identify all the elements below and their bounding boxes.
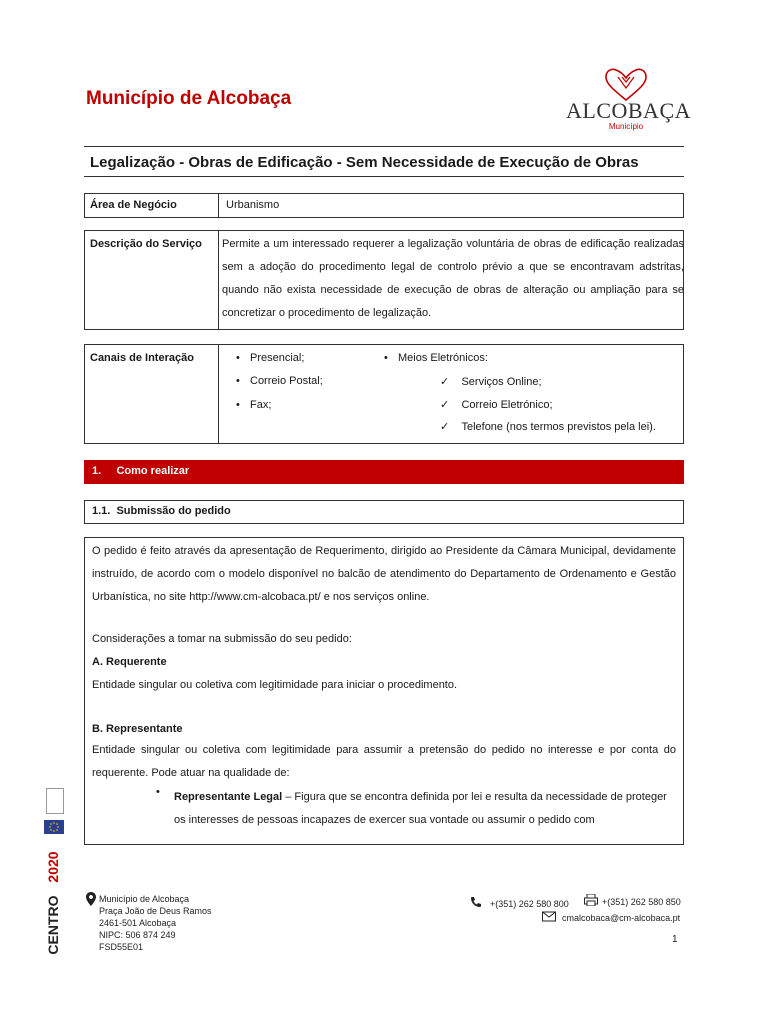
document-title: Legalização - Obras de Edificação - Sem Necessidade de Execução de Obras	[90, 154, 639, 171]
municipality-title: Município de Alcobaça	[86, 88, 292, 109]
electronic-channel-item: ✓ Serviços Online;	[440, 376, 542, 388]
footer-fax: +(351) 262 580 850	[602, 897, 681, 907]
representante-text: Entidade singular ou coletiva com legitimidade para assumir a pretensão do pedido no interesse e por conta do requerente. Pode atuar na qualidade de:	[92, 744, 676, 779]
requerente-heading: A. Requerente	[92, 656, 167, 668]
logo-subtitle: Município	[608, 122, 644, 131]
check-icon: ✓	[440, 421, 450, 433]
page-number: 1	[672, 934, 678, 945]
eu-flag-icon	[44, 820, 64, 834]
intro-paragraph: O pedido é feito através da apresentação de Requerimento, dirigido ao Presidente da Câmara Municipal, devidamente instruído, de acordo com o modelo disponível no balcão de atendimento do Departamento de Ordenamento e Gestão Urbanística, no site http://www.cm-alcobaca.pt/ e nos serviços online.	[92, 545, 676, 603]
footer-address: Município de Alcobaça Praça João de Deus Ramos 2461-501 Alcobaça NIPC: 506 874 249 FSD55E01	[99, 894, 212, 952]
check-icon: ✓	[440, 376, 450, 388]
section-heading-como-realizar: 1. Como realizar	[84, 460, 684, 484]
requerente-text: Entidade singular ou coletiva com legitimidade para iniciar o procedimento.	[92, 679, 458, 691]
alcobaca-logo	[566, 68, 692, 132]
service-label: Descrição do Serviço	[90, 238, 202, 250]
portugal-2020-logo: 2020	[45, 851, 61, 883]
footer-email[interactable]: cmalcobaca@cm-alcobaca.pt	[562, 913, 681, 923]
service-description: Permite a um interessado requerer a legalização voluntária de obras de edificação realizadas sem a adoção do procedimento legal de controlo prévio a que se encontravam adstritas, quando não exista necessidade de execução de obras de alteração ou ampliação para se concretizar o procedimento de legalização.	[222, 238, 684, 319]
representante-heading: B. Representante	[92, 723, 183, 735]
channels-divider	[218, 344, 219, 444]
considerations-text: Considerações a tomar na submissão do seu pedido:	[92, 633, 352, 645]
channels-label: Canais de Interação	[90, 352, 194, 364]
centro-logo: CENTRO	[45, 895, 61, 955]
area-divider	[218, 193, 219, 218]
title-top-rule	[84, 146, 684, 147]
area-label: Área de Negócio	[90, 199, 177, 211]
representante-legal-item: Representante Legal – Figura que se encontra definida por lei e resulta da necessidade de proteger os interesses de pessoas incapazes de exercer sua vontade ou assumir o pedido com	[174, 791, 667, 826]
check-icon: ✓	[440, 399, 450, 411]
phone-icon	[470, 896, 482, 911]
bullet-icon: •	[156, 786, 160, 798]
location-pin-icon	[86, 892, 96, 909]
title-bottom-rule	[84, 176, 684, 177]
service-divider	[218, 230, 219, 330]
footer-phone: +(351) 262 580 800	[490, 899, 569, 909]
fax-icon	[584, 894, 598, 909]
channel-item: • Fax;	[236, 399, 272, 411]
email-icon	[542, 910, 556, 925]
funding-logos	[38, 770, 68, 960]
subsection-heading: 1.1. Submissão do pedido	[92, 505, 231, 517]
electronic-channels-heading: • Meios Eletrónicos:	[384, 352, 488, 364]
compete-logo-icon	[46, 788, 64, 814]
heart-logo-icon	[566, 68, 686, 102]
area-value: Urbanismo	[226, 199, 280, 211]
electronic-channel-item: ✓ Correio Eletrónico;	[440, 399, 553, 411]
electronic-channel-item: ✓ Telefone (nos termos previstos pela lei).	[440, 421, 656, 433]
logo-wordmark: ALCOBAÇA	[566, 98, 692, 123]
channel-item: • Correio Postal;	[236, 375, 323, 387]
channel-item: • Presencial;	[236, 352, 305, 364]
